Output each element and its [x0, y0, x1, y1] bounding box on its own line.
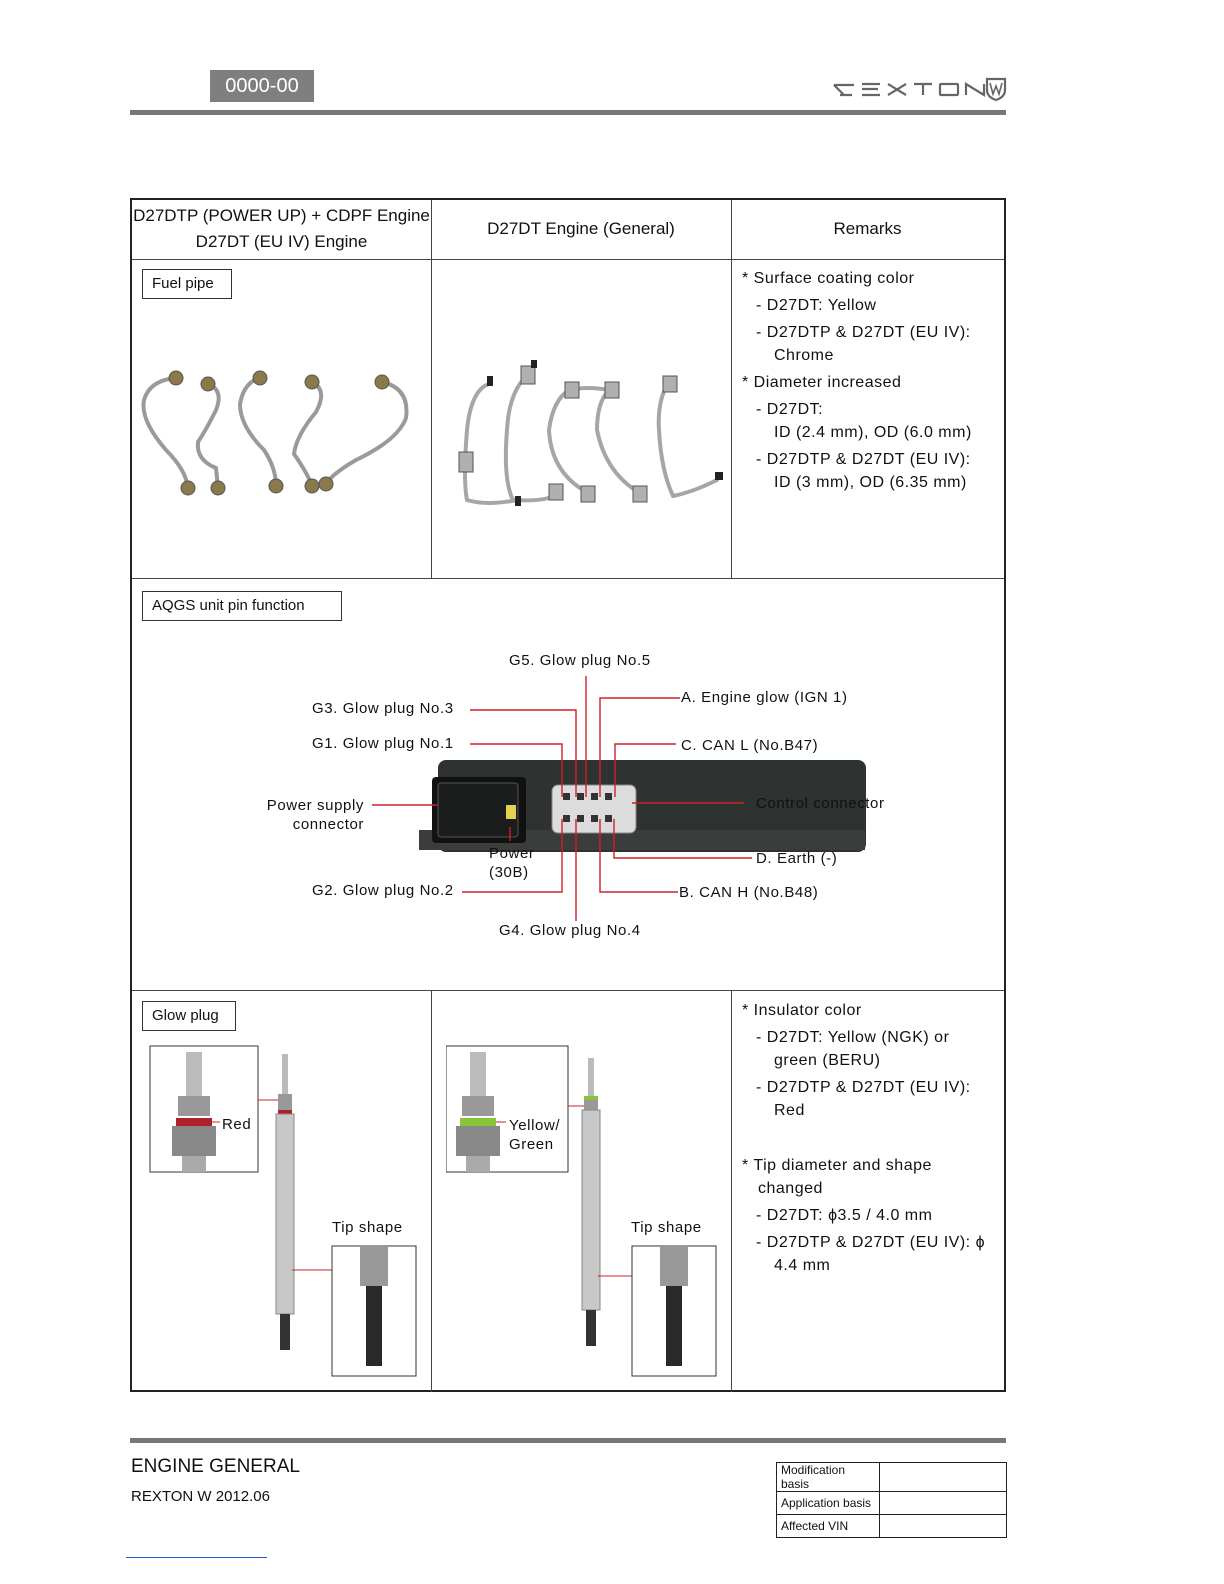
rexton-logo — [830, 76, 1008, 102]
label-power-supply — [260, 796, 364, 834]
label-c: C. CAN L (No.B47) — [681, 737, 819, 754]
tip-title: * Tip diameter and shape changed — [742, 1157, 932, 1197]
right-color-label-line-2: Green — [509, 1136, 554, 1153]
footer-field-label: Modification basis — [777, 1463, 880, 1492]
diameter-item-2 — [742, 448, 1000, 494]
footer-row — [777, 1492, 1007, 1515]
label-power-line-2: (30B) — [489, 864, 529, 881]
right-tip-shape-label: Tip shape — [631, 1219, 702, 1236]
col-divider-3 — [431, 991, 432, 1392]
diameter-item-1 — [742, 398, 1000, 444]
footer-field-value — [880, 1463, 1007, 1492]
col-divider-4 — [731, 991, 732, 1392]
diameter-item-2-label: - D27DTP & D27DT (EU IV): — [756, 451, 971, 468]
aqgs-tag: AQGS unit pin function — [142, 591, 342, 621]
header-col-1 — [132, 203, 431, 255]
label-control: Control connector — [756, 795, 885, 812]
tip-item-2: - D27DTP & D27DT (EU IV): ϕ 4.4 mm — [756, 1234, 986, 1274]
diameter-title: * Diameter increased — [742, 374, 902, 391]
label-power-line-1: Power — [489, 845, 535, 862]
footer-field-label: Application basis — [777, 1492, 880, 1515]
diameter-item-2-value: ID (3 mm), OD (6.35 mm) — [774, 474, 967, 491]
left-color-label: Red — [222, 1116, 252, 1133]
bottom-link-underline[interactable] — [126, 1557, 267, 1558]
label-g3: G3. Glow plug No.3 — [312, 700, 454, 717]
glow-plug-new-image — [148, 1044, 428, 1380]
insulator-item-2: - D27DTP & D27DT (EU IV): Red — [756, 1079, 971, 1119]
col-divider-1 — [431, 200, 432, 579]
header-col-3: Remarks — [833, 219, 902, 238]
header-col-1-line-2: D27DT (EU IV) Engine — [195, 232, 368, 251]
label-d: D. Earth (-) — [756, 850, 838, 867]
footer-row — [777, 1515, 1007, 1538]
glow-plug-tag: Glow plug — [142, 1001, 236, 1031]
coating-item-1: - D27DT: Yellow — [756, 297, 877, 314]
footer-rule — [130, 1438, 1006, 1443]
insulator-title: * Insulator color — [742, 1002, 862, 1019]
footer-section-title: ENGINE GENERAL — [131, 1456, 300, 1477]
footer-info-table — [776, 1462, 1007, 1538]
glow-plug-remarks — [742, 999, 994, 1277]
label-g4: G4. Glow plug No.4 — [499, 922, 641, 939]
header-col-2: D27DT Engine (General) — [487, 219, 675, 238]
row-divider-header — [132, 259, 1004, 260]
diameter-item-1-label: - D27DT: — [756, 401, 824, 418]
coating-title: * Surface coating color — [742, 270, 915, 287]
footer-row — [777, 1463, 1007, 1492]
label-g2: G2. Glow plug No.2 — [312, 882, 454, 899]
label-g5: G5. Glow plug No.5 — [509, 652, 651, 669]
footer-field-value — [880, 1492, 1007, 1515]
right-color-label-line-1: Yellow/ — [509, 1117, 561, 1134]
footer-model: REXTON W 2012.06 — [131, 1488, 270, 1505]
right-color-label — [509, 1116, 560, 1154]
label-power-supply-line-1: Power supply — [266, 797, 364, 814]
label-power-supply-line-2: connector — [292, 816, 364, 833]
label-a: A. Engine glow (IGN 1) — [681, 689, 848, 706]
diameter-item-1-value: ID (2.4 mm), OD (6.0 mm) — [774, 424, 972, 441]
page-code: 0000-00 — [210, 70, 314, 102]
glow-plug-general-image — [446, 1044, 726, 1380]
footer-field-label: Affected VIN — [777, 1515, 880, 1538]
footer-field-value — [880, 1515, 1007, 1538]
row-divider-aqgs — [132, 990, 1004, 991]
header-col-1-line-1: D27DTP (POWER UP) + CDPF Engine — [133, 206, 430, 225]
label-b: B. CAN H (No.B48) — [679, 884, 819, 901]
label-g1: G1. Glow plug No.1 — [312, 735, 454, 752]
fuel-pipe-general-image — [437, 360, 727, 520]
fuel-pipe-tag: Fuel pipe — [142, 269, 232, 299]
coating-item-2: - D27DTP & D27DT (EU IV): Chrome — [756, 324, 971, 364]
comparison-table — [130, 198, 1006, 1392]
insulator-item-1: - D27DT: Yellow (NGK) or green (BERU) — [756, 1029, 950, 1069]
fuel-pipe-new-image — [136, 370, 426, 500]
tip-item-1: - D27DT: ϕ3.5 / 4.0 mm — [756, 1207, 933, 1224]
fuel-pipe-remarks — [742, 267, 1000, 494]
col-divider-2 — [731, 200, 732, 579]
header-rule — [130, 110, 1006, 115]
label-power — [489, 844, 535, 882]
left-tip-shape-label: Tip shape — [332, 1219, 403, 1236]
